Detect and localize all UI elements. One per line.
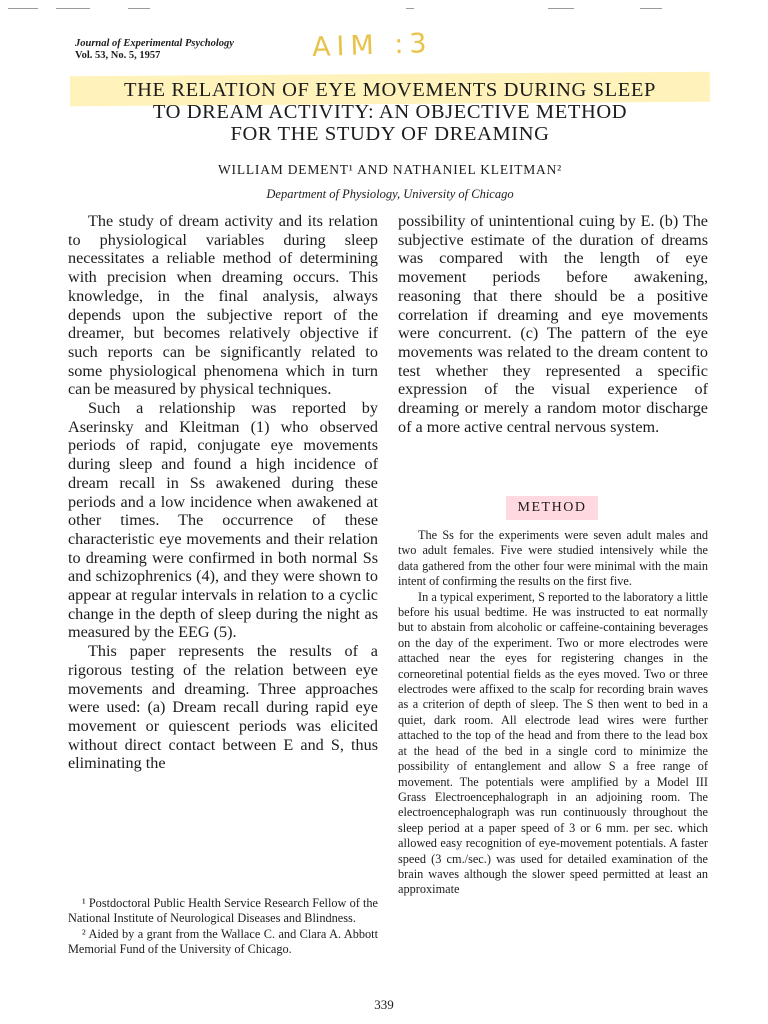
body-paragraph: This paper represents the results of a rigorous testing of the relation between eye movements and dreaming. Three approaches were used: (a) Dream recall during rapid eye movement or quiescent periods was elicited without direct contact between E and S, thus eliminating the (68, 642, 378, 773)
page-number: 339 (374, 997, 394, 1012)
body-paragraph: Such a relationship was reported by Aserinsky and Kleitman (1) who observed periods of rapid, conjugate eye movements during sleep and found a high incidence of dream recall in Ss awakened during these periods and a low incidence when awakened at other times. The occurrence of these characteristic eye movements and their relation to dreaming were confirmed in both normal Ss and schizophrenics (4), and they were shown to appear at regular intervals in relation to a cyclic change in the depth of sleep during the night as measured by the EEG (5). (68, 399, 378, 642)
scan-edge-line (128, 8, 150, 9)
right-column (398, 212, 708, 436)
footnote: ² Aided by a grant from the Wallace C. and Clara A. Abbott Memorial Fund of the University of Chicago. (68, 926, 378, 957)
method-section (398, 528, 708, 898)
scan-edge-line (406, 8, 414, 9)
scan-edge-line (56, 8, 90, 9)
body-paragraph: The study of dream activity and its relation to physiological variables during sleep necessitates a reliable method of determining with precision when dreaming occurs. This knowledge, in the final analysis, always depends upon the subjective report of the dreamer, but becomes relatively objective if such reports can be significantly related to some physiological phenomena which in turn can be measured by physical techniques. (68, 212, 378, 399)
authors: WILLIAM DEMENT¹ AND NATHANIEL KLEITMAN² (218, 162, 562, 177)
scan-edge-line (548, 8, 574, 9)
title-line: FOR THE STUDY OF DREAMING (230, 123, 550, 145)
affiliation: Department of Physiology, University of Chicago (266, 187, 514, 201)
method-paragraph: In a typical experiment, S reported to the laboratory a little before his usual bedtime. He was instructed to eat normally but to abstain from alcoholic or caffeine-containing beverages on the day of the experiment. Two or more electrodes were attached near the eyes for registering changes in the corneoretinal potential fields as the eyes moved. Two or three electrodes were affixed to the scalp for recording brain waves as a criterion of depth of sleep. The S then went to bed in a quiet, dark room. All electrode lead wires were further attached to the top of the head and from there to the lead box at the head of the bed in a single cord to minimize the possibility of entanglement and allow S a free range of movement. The potentials were amplified by a Model III Grass Electroencephalograph in an adjoining room. The electroencephalograph was run continuously throughout the sleep period at a paper speed of 3 or 6 mm. per sec. which allowed easy recognition of eye-movement potentials. A faster speed (3 cm./sec.) was used for detailed examination of the brain waves although the slower speed permitted at least an approximate (398, 589, 708, 897)
journal-citation (75, 38, 234, 62)
footnote: ¹ Postdoctoral Public Health Service Research Fellow of the National Institute of Neurological Diseases and Blindness. (68, 896, 378, 926)
method-heading: METHOD (506, 496, 598, 520)
left-column (68, 212, 378, 773)
handwritten-annotation: AIM :3 (311, 27, 434, 64)
scan-edge-line (8, 8, 38, 9)
journal-volume: Vol. 53, No. 5, 1957 (75, 50, 161, 61)
body-paragraph: possibility of unintentional cuing by E. (b) The subjective estimate of the duration of dreams was compared with the length of eye movement periods before awakening, reasoning that there should be a positive correlation if dreaming and eye movements were concurrent. (c) The pattern of the eye movements was related to the dream content to test whether they represented a specific expression of the visual experience of dreaming or merely a random motor discharge of a more active central nervous system. (398, 212, 708, 436)
paper-title (60, 79, 720, 145)
method-paragraph: The Ss for the experiments were seven adult males and two adult females. Five were studied intensively while the data gathered from the other four were minimal with the main intent of confirming the results on the first five. (398, 528, 708, 589)
footnotes (68, 896, 378, 958)
scan-edge-line (640, 8, 662, 9)
title-line: TO DREAM ACTIVITY: AN OBJECTIVE METHOD (152, 101, 628, 123)
journal-name: Journal of Experimental Psychology (75, 38, 234, 49)
title-line: THE RELATION OF EYE MOVEMENTS DURING SLEEP (124, 79, 656, 101)
